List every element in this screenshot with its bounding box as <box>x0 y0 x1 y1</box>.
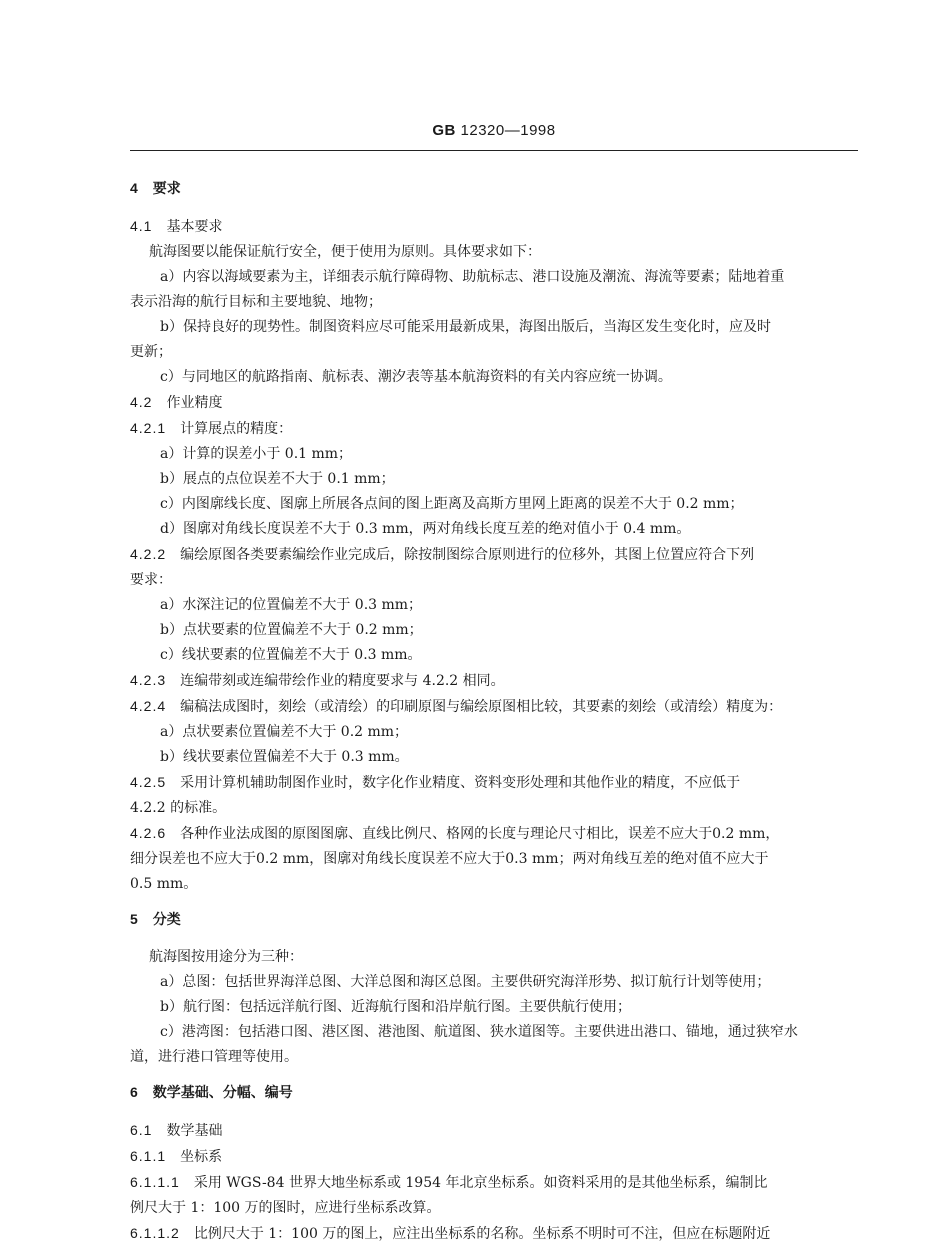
section-heading-5: 5 分类 <box>130 911 181 928</box>
paragraph: 航海图按用途分为三种： <box>149 949 303 965</box>
clause-4-2-2: 4.2.2 编绘原图各类要素编绘作业完成后，除按制图综合原则进行的位移外，其图上位置应符合下列 <box>130 546 755 563</box>
list-item: c）线状要素的位置偏差不大于 0.3 mm。 <box>160 647 422 663</box>
paragraph-continued: 4.2.2 的标准。 <box>130 800 227 816</box>
list-item: a）水深注记的位置偏差不大于 0.3 mm； <box>160 597 423 613</box>
clause-6-1-1-2: 6.1.1.2 比例尺大于 1：100 万的图上，应注出坐标系的名称。坐标系不明时可不注，但应在标题附近 <box>130 1225 771 1242</box>
list-item: b）展点的点位误差不大于 0.1 mm； <box>160 471 395 487</box>
clause-4-2-1-heading: 4.2.1 计算展点的精度： <box>130 420 293 437</box>
list-item: b）保持良好的现势性。制图资料应尽可能采用最新成果，海图出版后，当海区发生变化时，应及时 <box>160 319 771 335</box>
list-item: a）点状要素位置偏差不大于 0.2 mm； <box>160 724 409 740</box>
list-item-continued: 更新； <box>130 344 172 360</box>
list-item: a）总图：包括世界海洋总图、大洋总图和海区总图。主要供研究海洋形势、拟订航行计划等使用； <box>160 974 771 990</box>
clause-6-1-1-1: 6.1.1.1 采用 WGS-84 世界大地坐标系或 1954 年北京坐标系。如资料采用的是其他坐标系，编制比 <box>130 1174 768 1191</box>
paragraph-continued: 要求： <box>130 572 172 588</box>
list-item: a）计算的误差小于 0.1 mm； <box>160 446 353 462</box>
list-item: a）内容以海域要素为主，详细表示航行障碍物、助航标志、港口设施及潮流、海流等要素；陆地着重 <box>160 269 785 285</box>
clause-4-2-3: 4.2.3 连编带刻或连编带绘作业的精度要求与 4.2.2 相同。 <box>130 672 505 689</box>
list-item: b）航行图：包括远洋航行图、近海航行图和沿岸航行图。主要供航行使用； <box>160 999 631 1015</box>
page-header <box>130 122 858 139</box>
header-rule <box>130 150 858 151</box>
list-item: b）线状要素位置偏差不大于 0.3 mm。 <box>160 749 409 765</box>
list-item: d）图廓对角线长度误差不大于 0.3 mm，两对角线长度互差的绝对值小于 0.4 mm。 <box>160 521 691 537</box>
paragraph-continued: 0.5 mm。 <box>130 876 198 892</box>
list-item: c）港湾图：包括港口图、港区图、港池图、航道图、狭水道图等。主要供进出港口、锚地，通过狭窄水 <box>160 1024 798 1040</box>
clause-4-2-4: 4.2.4 编稿法成图时，刻绘（或清绘）的印刷原图与编绘原图相比较，其要素的刻绘（或清绘）精度为： <box>130 698 783 715</box>
clause-4-1-heading: 4.1 基本要求 <box>130 218 223 235</box>
paragraph: 航海图要以能保证航行安全，便于使用为原则。具体要求如下： <box>149 244 541 260</box>
list-item-continued: 表示沿海的航行目标和主要地貌、地物； <box>130 294 382 310</box>
list-item-continued: 道，进行港口管理等使用。 <box>130 1049 298 1065</box>
clause-6-1-1-heading: 6.1.1 坐标系 <box>130 1148 223 1165</box>
section-heading-6: 6 数学基础、分幅、编号 <box>130 1084 293 1101</box>
paragraph-continued: 例尺大于 1：100 万的图时，应进行坐标系改算。 <box>130 1200 441 1216</box>
document-body <box>130 176 858 1247</box>
list-item: b）点状要素的位置偏差不大于 0.2 mm； <box>160 622 423 638</box>
standard-number: 12320—1998 <box>460 122 556 139</box>
standard-prefix: GB <box>432 122 456 139</box>
clause-6-1-heading: 6.1 数学基础 <box>130 1122 223 1139</box>
paragraph-continued: 细分误差也不应大于0.2 mm，图廓对角线长度误差不应大于0.3 mm；两对角线互差的绝对值不应大于 <box>130 851 769 867</box>
clause-4-2-6: 4.2.6 各种作业法成图的原图图廓、直线比例尺、格网的长度与理论尺寸相比，误差不应大于0.2 mm， <box>130 825 780 842</box>
list-item: c）与同地区的航路指南、航标表、潮汐表等基本航海资料的有关内容应统一协调。 <box>160 369 672 385</box>
clause-4-2-5: 4.2.5 采用计算机辅助制图作业时，数字化作业精度、资料变形处理和其他作业的精度，不应低于 <box>130 774 741 791</box>
clause-4-2-heading: 4.2 作业精度 <box>130 394 223 411</box>
section-heading-4: 4 要求 <box>130 180 181 197</box>
list-item: c）内图廓线长度、图廓上所展各点间的图上距离及高斯方里网上距离的误差不大于 0.2 mm； <box>160 496 744 512</box>
